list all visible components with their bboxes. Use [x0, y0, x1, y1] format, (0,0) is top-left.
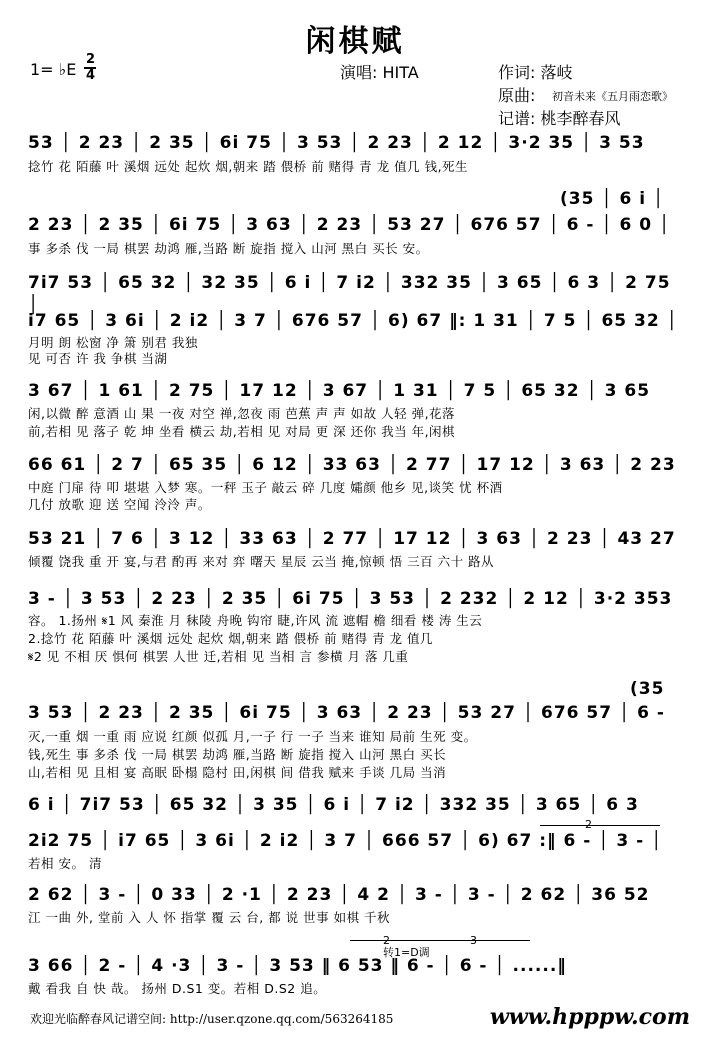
score-row-8-lyrics-2: 2.捻竹 花 陌藤 叶 溪烟 远处 起炊 烟,朝来 踏 偎桥 前 赌得 青 龙 值几	[28, 631, 434, 646]
score-row-1-notes: 53 │ 2 23 │ 2 35 │ 6i 75 │ 3 53 │ 2 23 │ 2 12 │ 3·2 35 │ 3 53	[28, 133, 645, 153]
score-row-13-lyrics: 戴 看我 自 快 哉。 扬州 D.S1 变。若相 D.S2 追。	[28, 981, 327, 996]
score-row-4-notes: i7 65 │ 3 6i │ 2 i2 │ 3 7 │ 676 57 │ 6) 67 ‖: 1 31 │ 7 5 │ 65 32 │	[28, 311, 678, 331]
score-row-8-lyrics-1: 容。 1.扬州 𝄋1 风 秦淮 月 秣陵 舟晚 钩帘 睫,许风 流 遮帽 檐 细看 楼 涛 生云	[28, 613, 483, 628]
score-row-4-lyrics-2: 见 可否 许 我 争棋 当湖	[28, 351, 168, 366]
score-row-11-lyrics: 若相 安。 清	[28, 856, 102, 871]
score-row-3-notes: 7i7 53 │ 65 32 │ 32 35 │ 6 i │ 7 i2 │ 332 35 │ 3 65 │ 6 3 │ 2 75 │	[28, 273, 671, 315]
score-row-2-notes: 2 23 │ 2 35 │ 6i 75 │ 3 63 │ 2 23 │ 53 27 │ 676 57 │ 6 - │ 6 0 │	[28, 215, 671, 235]
volta-bracket-end	[350, 940, 530, 941]
score-row-9-notes: 3 53 │ 2 23 │ 2 35 │ 6i 75 │ 3 63 │ 2 23 │ 53 27 │ 676 57 │ 6 -	[28, 703, 665, 723]
score-row-9-lyrics-3: 山,若相 见 且相 宴 高眠 卧榻 隐村 田,闲棋 间 借我 赋来 手谈 几局 当消	[28, 765, 447, 780]
song-title: 闲棋赋	[305, 24, 405, 59]
score-row-6-lyrics-2: 几付 放歌 迎 送 空闻 泠泠 声。	[28, 497, 211, 512]
volta-2-bracket	[540, 825, 660, 826]
score-row-5-lyrics-2: 前,若相 见 落子 乾 坤 坐看 横云 劫,若相 见 对局 更 深 还你 我当 年,闲棋	[28, 424, 456, 439]
singer: 演唱: HITA	[340, 63, 419, 82]
score-row-5-lyrics-1: 闲,以微 醉 意酒 山 果 一夜 对空 禅,忽夜 雨 芭蕉 声 声 如故 人轻 弹,花落	[28, 406, 456, 421]
score-row-9-prefix: (35	[630, 679, 665, 699]
transpose-marker: 转1=D调	[383, 946, 430, 959]
original-song: 初音未来《五月雨恋歌》	[552, 90, 673, 103]
score-row-9-lyrics-1: 灭,一重 烟 一重 雨 应说 红颜 似孤 月,一子 行 一子 当来 谁知 局前 生死 变。	[28, 729, 477, 744]
score-row-8-lyrics-3: 𝄋2 见 不相 厌 惧何 棋罢 人世 迁,若相 见 当相 言 参横 月 落 几重	[28, 649, 409, 664]
score-row-13-notes: 3 66 │ 2 - │ 4 ·3 │ 3 - │ 3 53 ‖ 6 53 ‖ 6 - │ 6 - │ ......‖	[28, 956, 567, 976]
score-row-2-lyrics: 事 多杀 伐 一局 棋罢 劫鸿 雁,当路 断 旋指 搅入 山河 黑白 买长 安。	[28, 241, 429, 256]
score-row-4-lyrics-1: 月明 朗 松窗 净 箫 别君 我独	[28, 335, 198, 350]
score-row-6-lyrics-1: 中庭 门扉 待 叩 堪堪 入梦 寒。一秤 玉子 敲云 碎 几度 孀颜 他乡 见,谈笑 忧 杯酒	[28, 480, 503, 495]
score-row-5-notes: 3 67 │ 1 61 │ 2 75 │ 17 12 │ 3 67 │ 1 31 │ 7 5 │ 65 32 │ 3 65	[28, 381, 651, 401]
score-row-11-notes: 2i2 75 │ i7 65 │ 3 6i │ 2 i2 │ 3 7 │ 666 57 │ 6) 67 :‖ 6 - │ 3 - │	[28, 831, 663, 851]
time-signature-bottom: 4	[86, 68, 96, 83]
score-row-7-lyrics: 倾覆 饶我 重 开 宴,与君 酌再 来对 弈 曙天 星辰 云当 掩,惊顿 悟 三百 六十 路从	[28, 554, 495, 569]
score-row-7-notes: 53 21 │ 7 6 │ 3 12 │ 33 63 │ 2 77 │ 17 12 │ 3 63 │ 2 23 │ 43 27	[28, 529, 676, 549]
score-row-9-lyrics-2: 钱,死生 事 多杀 伐 一局 棋罢 劫鸿 雁,当路 断 旋指 搅入 山河 黑白 买长	[28, 747, 447, 762]
transcriber: 记谱: 桃李醉春风	[498, 109, 621, 128]
score-row-10-notes: 6 i │ 7i7 53 │ 65 32 │ 3 35 │ 6 i │ 7 i2 │ 332 35 │ 3 65 │ 6 3	[28, 795, 639, 815]
lyricist: 作词: 落岐	[498, 63, 573, 82]
footer-text: 欢迎光临醉春风记谱空间: http://user.qzone.qq.com/563264185	[30, 1012, 394, 1026]
site-watermark: www.hpppw.com	[489, 1004, 690, 1030]
score-row-8-notes: 3 - │ 3 53 │ 2 23 │ 2 35 │ 6i 75 │ 3 53 │ 2 232 │ 2 12 │ 3·2 353	[28, 589, 673, 609]
score-row-12-lyrics: 江 一曲 外, 堂前 入 人 怀 指掌 覆 云 台, 都 说 世事 如棋 千秋	[28, 910, 391, 925]
score-row-12-notes: 2 62 │ 3 - │ 0 33 │ 2 ·1 │ 2 23 │ 4 2 │ 3 - │ 3 - │ 2 62 │ 36 52	[28, 885, 650, 905]
score-row-2-prefix: (35 │ 6 i │	[560, 189, 665, 209]
original-label: 原曲:	[498, 86, 536, 105]
score-row-1-lyrics: 捻竹 花 陌藤 叶 溪烟 远处 起炊 烟,朝来 踏 偎桥 前 赌得 青 龙 值几 钱,死生	[28, 159, 469, 174]
score-row-6-notes: 66 61 │ 2 7 │ 65 35 │ 6 12 │ 33 63 │ 2 77 │ 17 12 │ 3 63 │ 2 23	[28, 455, 676, 475]
time-signature-top: 2	[86, 52, 96, 67]
key-signature: 1= ♭E	[30, 60, 77, 79]
